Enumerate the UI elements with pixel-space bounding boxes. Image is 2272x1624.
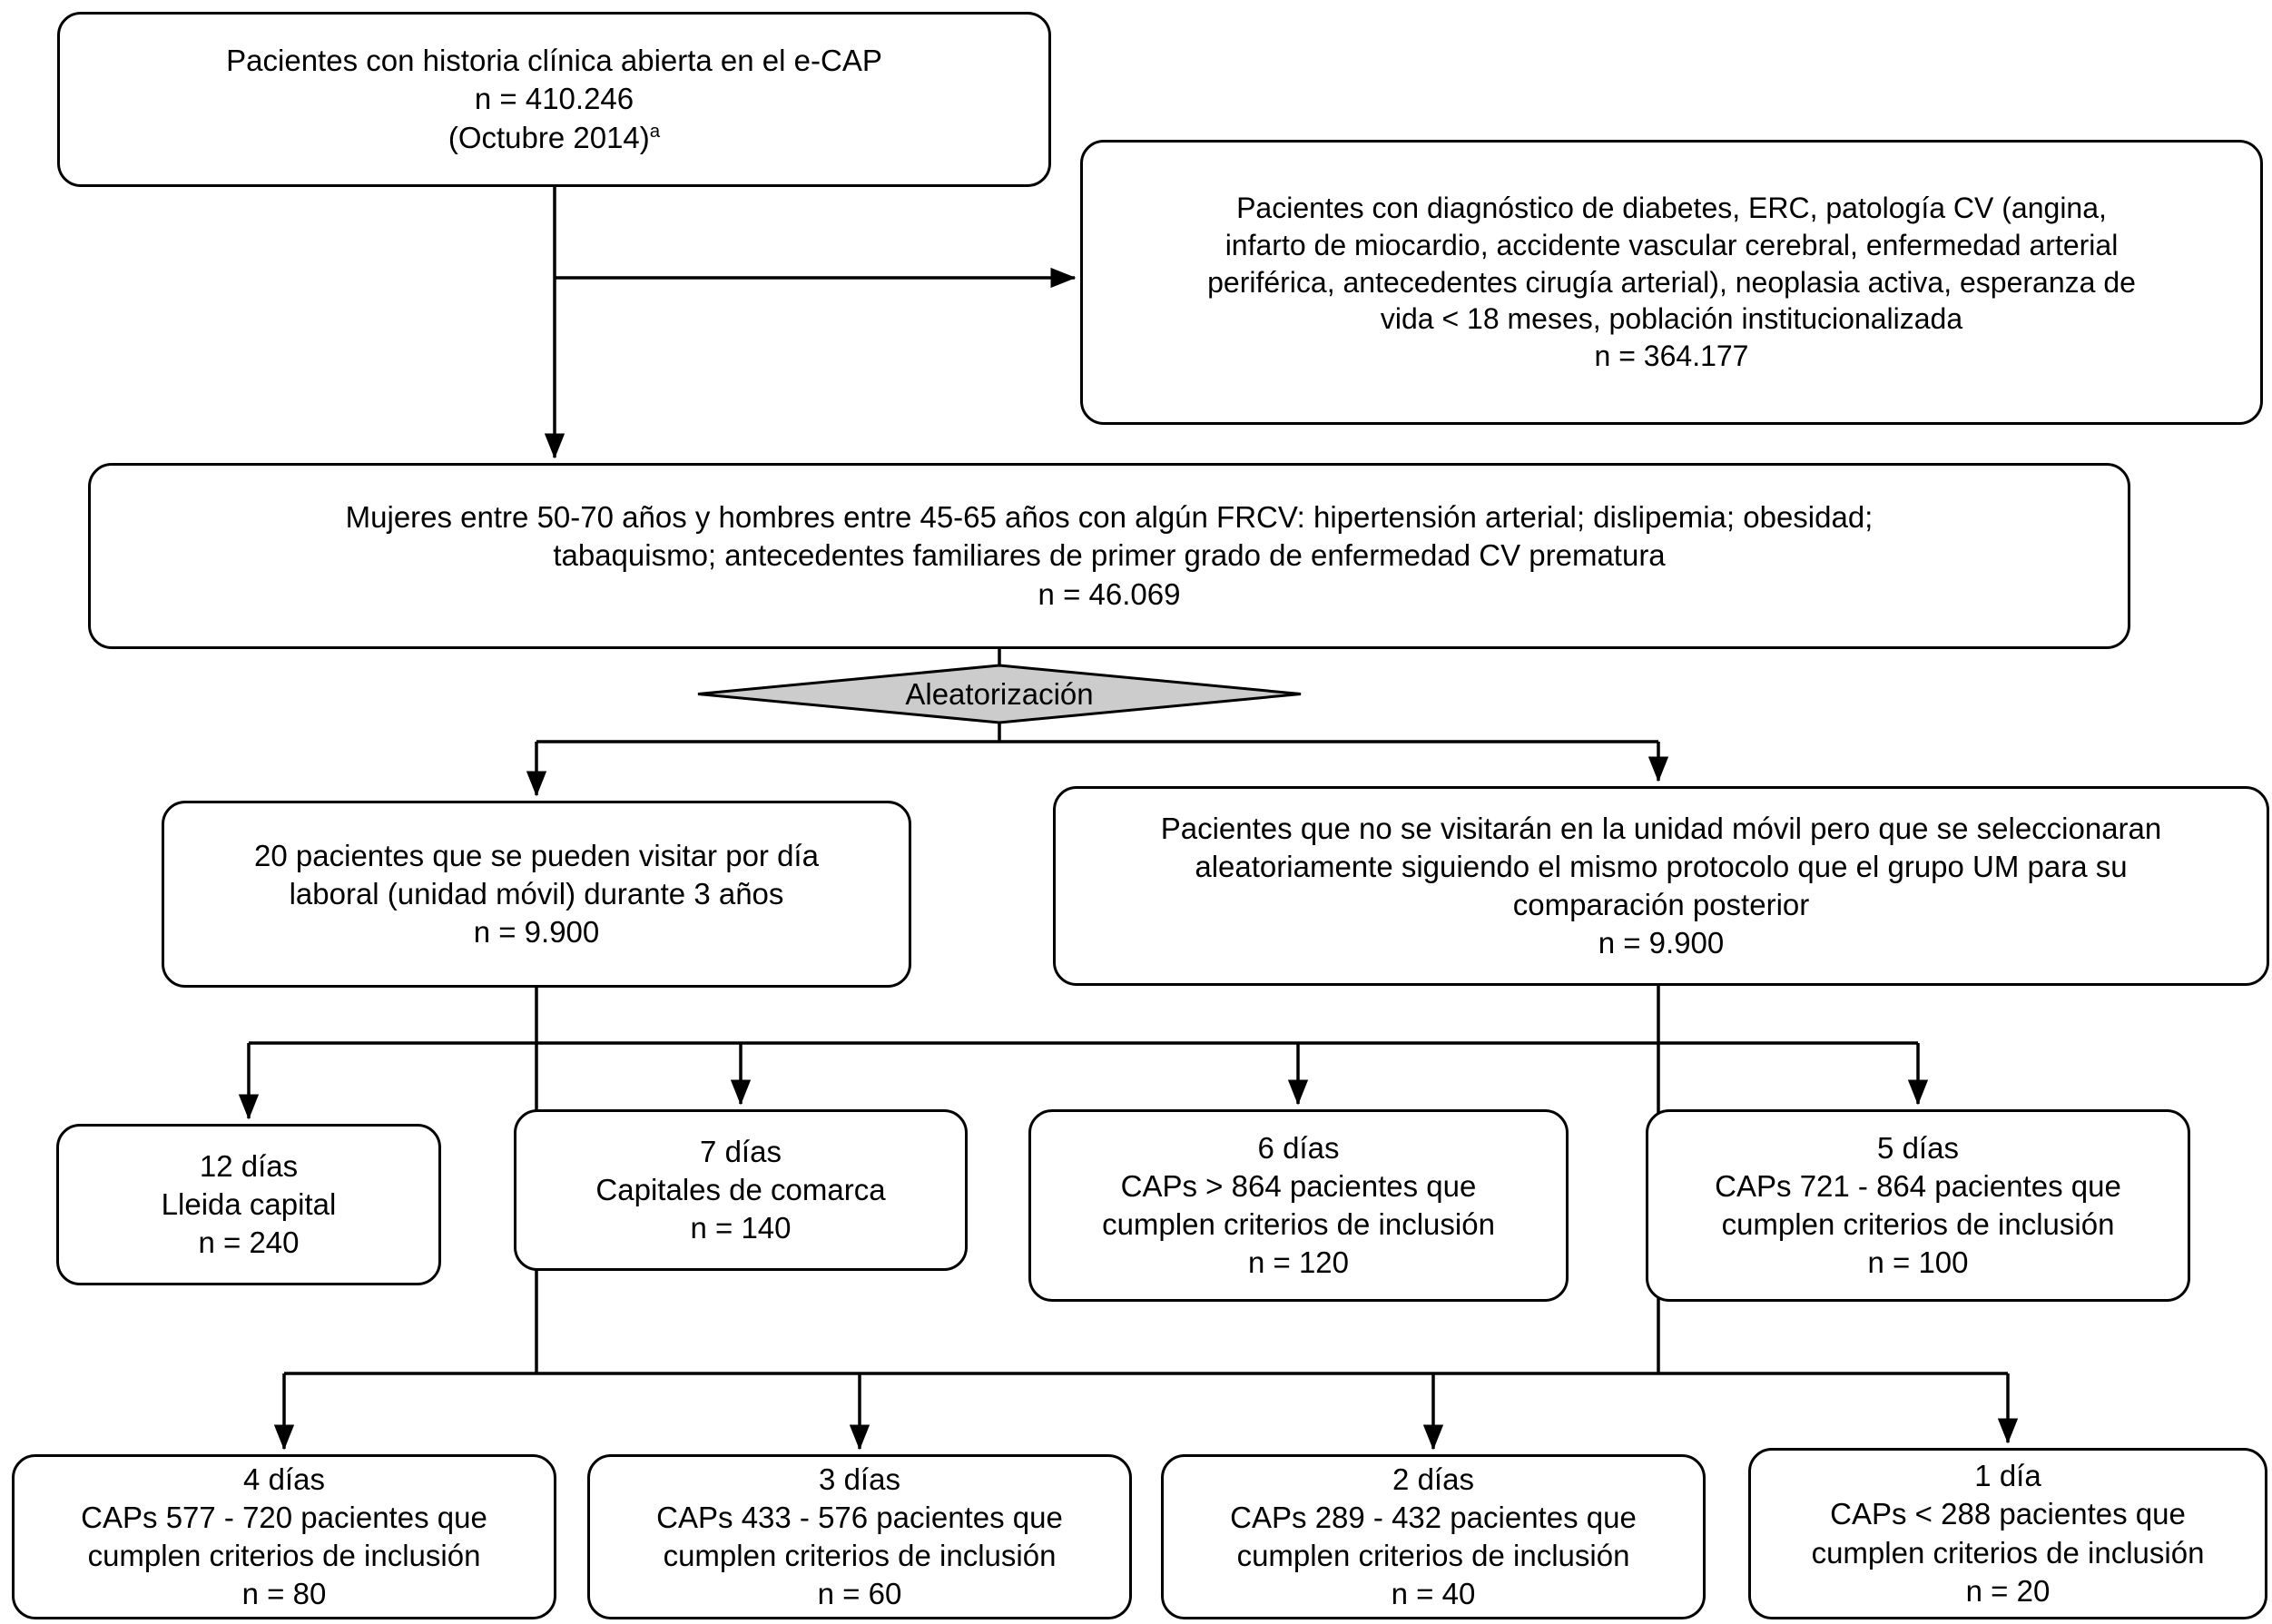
text-line: Mujeres entre 50-70 años y hombres entre 45-65 años con algún FRCV: hipertensión arterial; dislipemia; obesidad;	[345, 500, 1874, 535]
text-line: n = 410.246	[474, 82, 634, 116]
node-6-dias	[1028, 1109, 1569, 1302]
text-line: infarto de miocardio, accidente vascular cerebral, enfermedad arterial	[1225, 228, 2119, 261]
text-line: 12 días	[199, 1148, 299, 1183]
text-line: 20 pacientes que se pueden visitar por día	[254, 838, 819, 872]
node-7-dias	[514, 1109, 968, 1271]
node-exclusion-criteria	[1080, 140, 2263, 425]
text-line: CAPs 289 - 432 pacientes que	[1230, 1500, 1637, 1534]
text-line	[71, 119, 1038, 157]
text-line: 2 días	[1392, 1462, 1474, 1496]
text-line: n = 46.069	[1038, 576, 1181, 611]
text-line: n = 60	[817, 1577, 902, 1611]
text-line: n = 40	[1391, 1577, 1476, 1611]
node-control-group	[1053, 786, 2269, 986]
footnote-marker: a	[649, 120, 661, 142]
text-line: cumplen criterios de inclusión	[1102, 1207, 1495, 1241]
text-line: Lleida capital	[161, 1186, 337, 1221]
text-line: Capitales de comarca	[595, 1172, 886, 1206]
text-line: Pacientes con historia clínica abierta en el e-CAP	[226, 44, 882, 78]
text-line: n = 140	[690, 1211, 792, 1245]
node-2-dias	[1161, 1454, 1706, 1619]
text-line: tabaquismo; antecedentes familiares de primer grado de enfermedad CV prematura	[553, 538, 1666, 573]
text-line: Pacientes que no se visitarán en la unidad móvil pero que se seleccionaran	[1160, 811, 2162, 845]
text-line: periférica, antecedentes cirugía arterial), neoplasia activa, esperanza de	[1207, 265, 2136, 299]
text-line: 1 día	[1974, 1459, 2041, 1493]
text-line: n = 120	[1247, 1245, 1350, 1280]
text-line: vida < 18 meses, población institucionalizada	[1380, 302, 1963, 336]
text-line: n = 9.900	[473, 915, 600, 950]
text-line: 7 días	[700, 1134, 782, 1168]
text-line: cumplen criterios de inclusión	[1236, 1539, 1630, 1572]
node-3-dias	[587, 1454, 1132, 1619]
text-line: n = 9.900	[1598, 926, 1725, 960]
text-line: cumplen criterios de inclusión	[663, 1539, 1057, 1572]
text-line: n = 80	[241, 1577, 327, 1611]
text-line: CAPs 433 - 576 pacientes que	[656, 1500, 1063, 1534]
text-line: n = 364.177	[1594, 340, 1749, 373]
date-text: (Octubre 2014)	[448, 120, 650, 154]
text-line: n = 100	[1867, 1245, 1969, 1280]
text-line: 4 días	[243, 1462, 325, 1496]
text-line: aleatoriamente siguiendo el mismo protocolo que el grupo UM para su	[1195, 849, 2128, 883]
text-line: cumplen criterios de inclusión	[1721, 1207, 2115, 1241]
node-4-dias	[12, 1454, 556, 1619]
text-line: 6 días	[1257, 1130, 1340, 1165]
text-line: CAPs < 288 pacientes que	[1830, 1497, 2186, 1531]
node-eligible-population	[88, 463, 2130, 649]
text-line: Pacientes con diagnóstico de diabetes, ERC, patología CV (angina,	[1236, 191, 2107, 224]
node-12-dias	[56, 1124, 441, 1285]
text-line: 3 días	[819, 1462, 900, 1496]
randomization-label: Aleatorización	[905, 676, 1094, 711]
text-line: cumplen criterios de inclusión	[1811, 1535, 2205, 1570]
text-line: comparación posterior	[1512, 888, 1810, 921]
text-line: 5 días	[1877, 1130, 1959, 1165]
node-5-dias	[1646, 1109, 2190, 1302]
text-line: n = 20	[1965, 1573, 2051, 1608]
node-um-group	[162, 801, 911, 988]
text-line: laboral (unidad móvil) durante 3 años	[289, 876, 784, 910]
node-ecap-population	[57, 12, 1051, 187]
text-line: n = 240	[198, 1225, 300, 1260]
node-1-dia	[1748, 1448, 2267, 1619]
text-line: CAPs 721 - 864 pacientes que	[1715, 1168, 2121, 1203]
text-line: cumplen criterios de inclusión	[87, 1539, 481, 1572]
text-line: CAPs 577 - 720 pacientes que	[81, 1500, 487, 1534]
text-line: CAPs > 864 pacientes que	[1120, 1168, 1477, 1203]
